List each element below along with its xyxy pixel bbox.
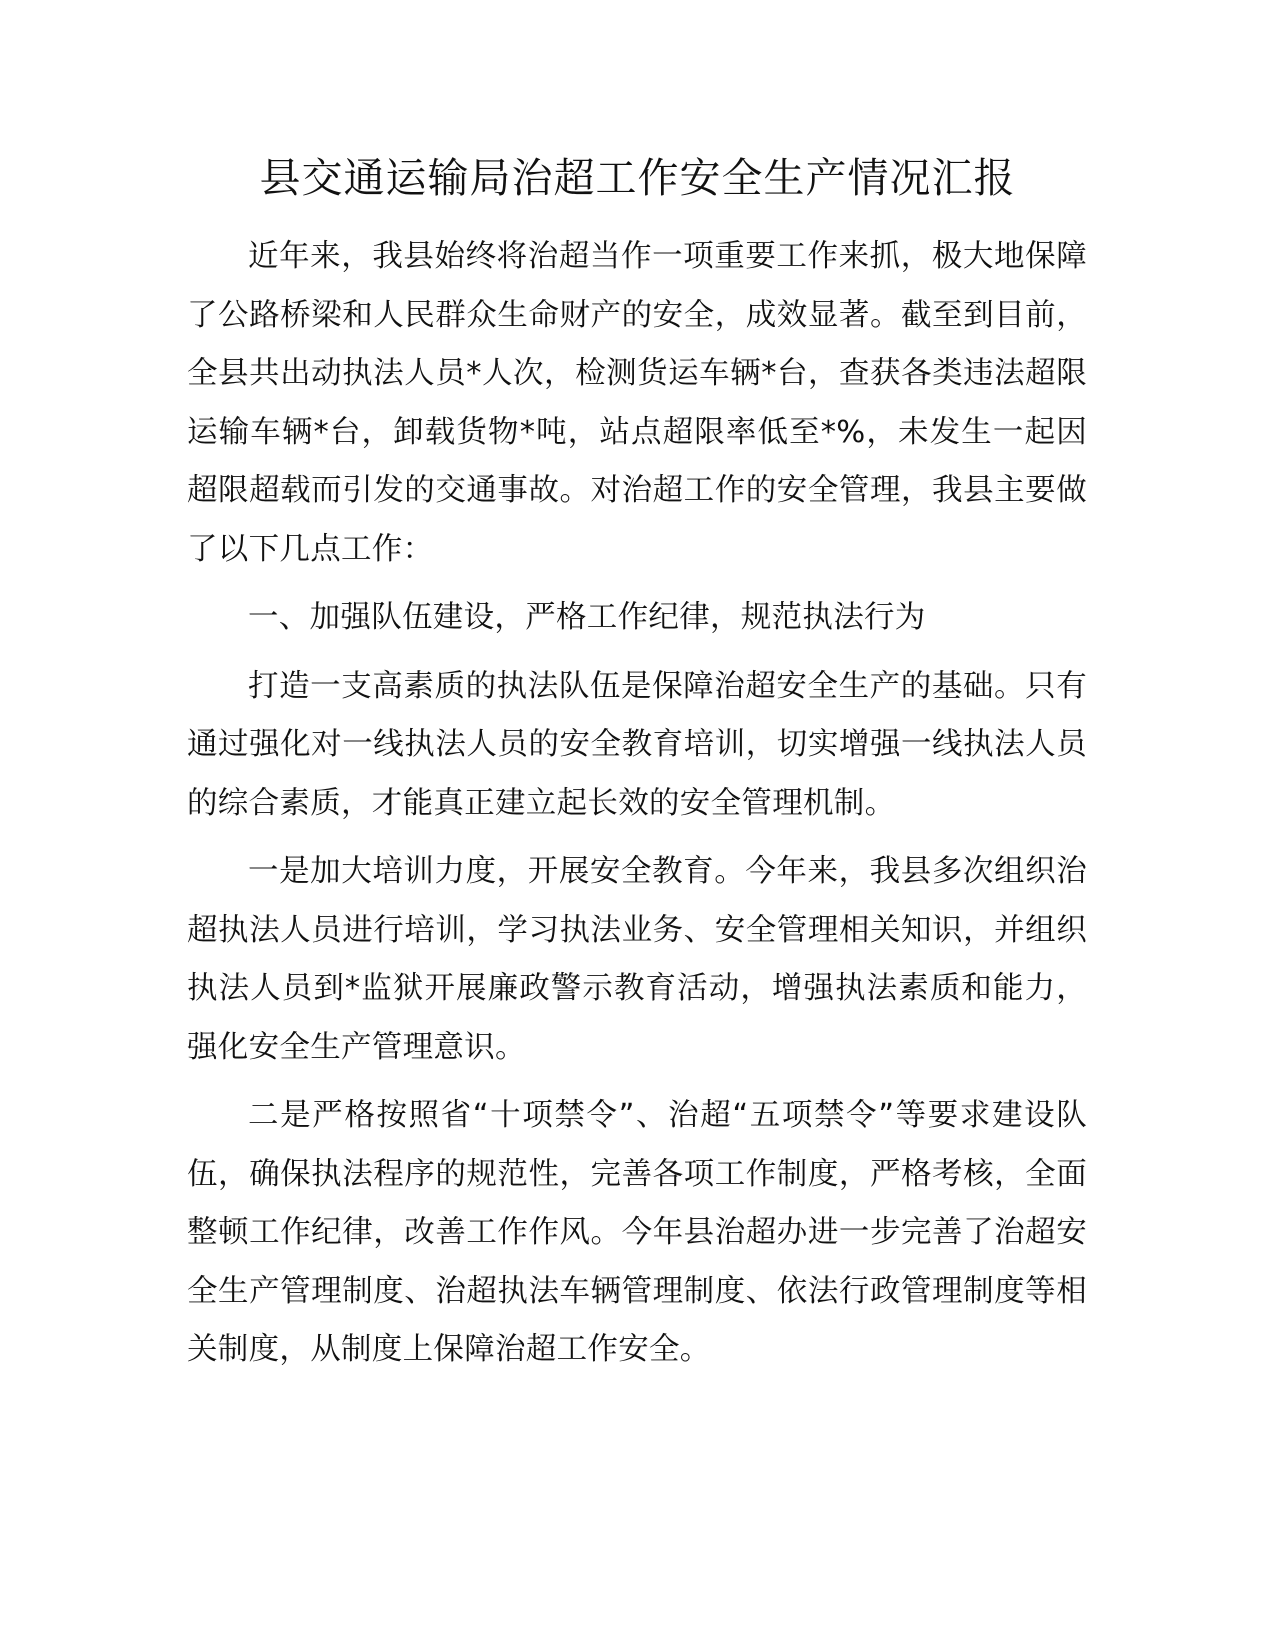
document-body xyxy=(187,228,1087,1390)
paragraph-discipline: 二是严格按照省“十项禁令”、治超“五项禁令”等要求建设队伍，确保执法程序的规范性，完善各项工作制度，严格考核，全面整顿工作纪律，改善工作作风。今年县治超办进一步完善了治超安全生产管理制度、治超执法车辆管理制度、依法行政管理制度等相关制度，从制度上保障治超工作安全。 xyxy=(187,1098,1087,1367)
paragraph-team-foundation: 打造一支高素质的执法队伍是保障治超安全生产的基础。只有通过强化对一线执法人员的安全教育培训，切实增强一线执法人员的综合素质，才能真正建立起长效的安全管理机制。 xyxy=(187,668,1087,821)
paragraph-intro: 近年来，我县始终将治超当作一项重要工作来抓，极大地保障了公路桥梁和人民群众生命财产的安全，成效显著。截至到目前，全县共出动执法人员*人次，检测货运车辆*台，查获各类违法超限运输车辆*台，卸载货物*吨，站点超限率低至*%，未发生一起因超限超载而引发的交通事故。对治超工作的安全管理，我县主要做了以下几点工作： xyxy=(187,239,1087,567)
section-heading-1: 一、加强队伍建设，严格工作纪律，规范执法行为 xyxy=(248,600,926,635)
document-title: 县交通运输局治超工作安全生产情况汇报 xyxy=(259,154,1016,202)
paragraph-training: 一是加大培训力度，开展安全教育。今年来，我县多次组织治超执法人员进行培训，学习执法业务、安全管理相关知识，并组织执法人员到*监狱开展廉政警示教育活动，增强执法素质和能力，强化安全生产管理意识。 xyxy=(187,854,1087,1065)
